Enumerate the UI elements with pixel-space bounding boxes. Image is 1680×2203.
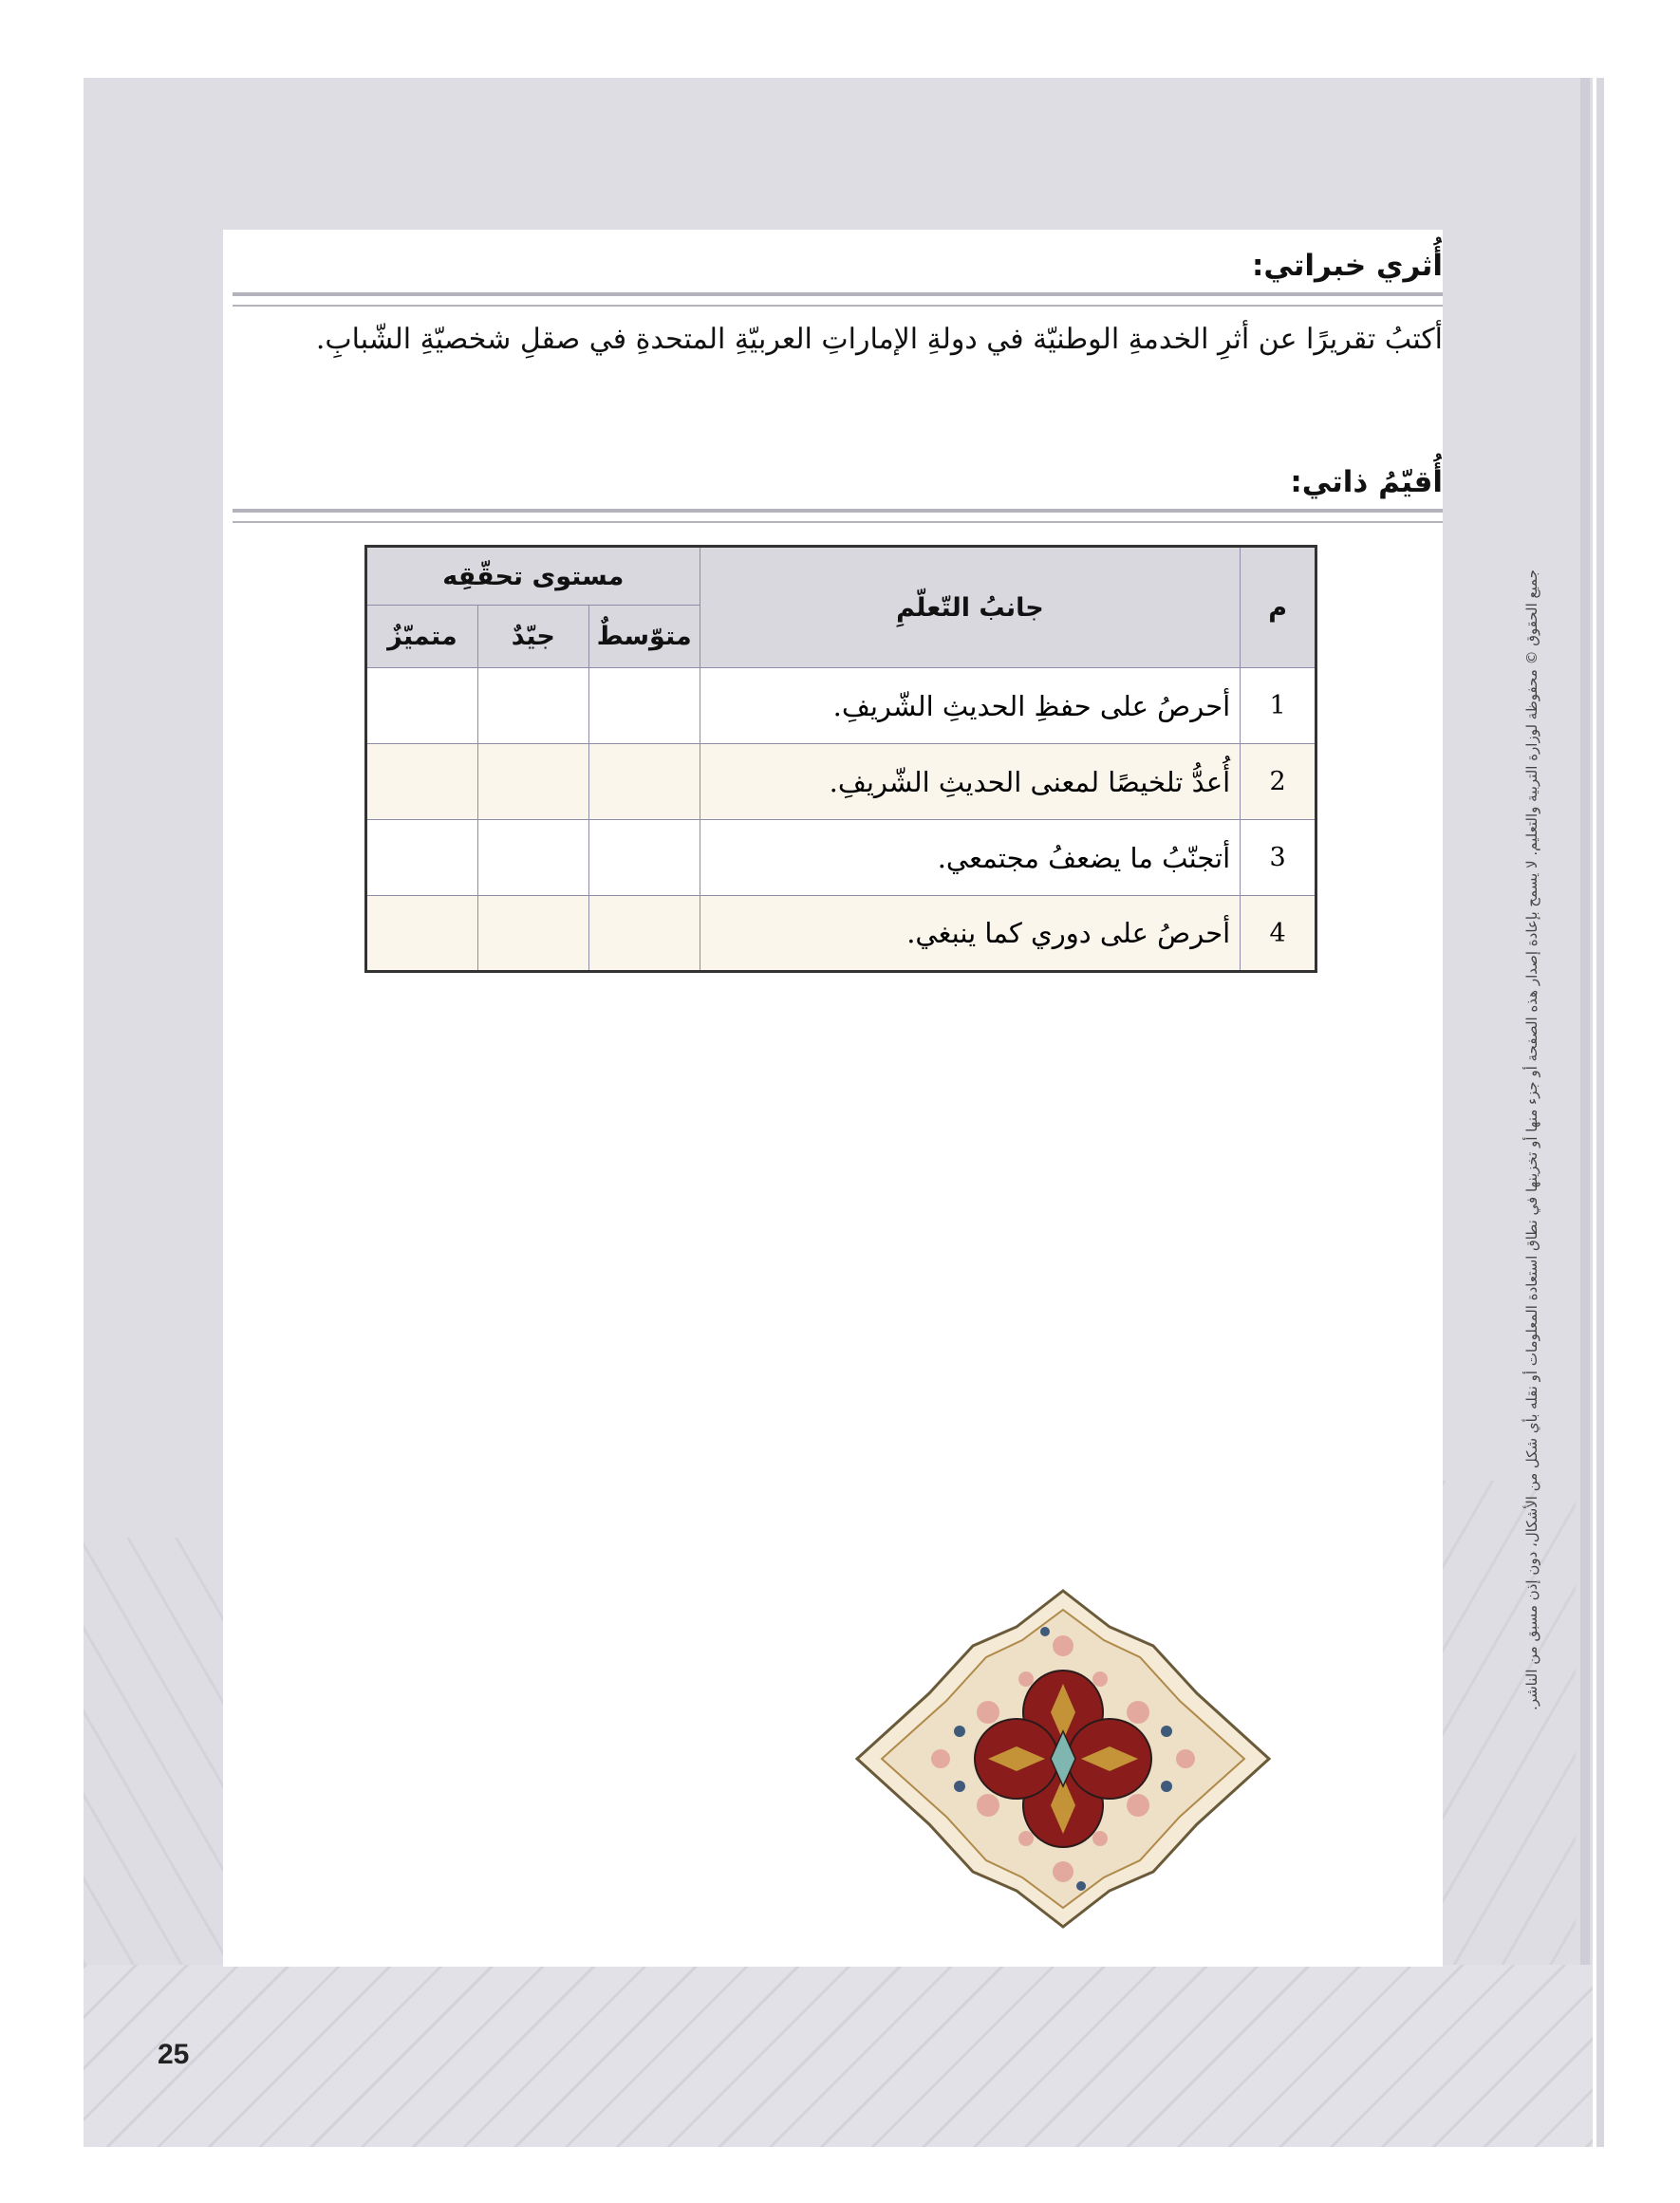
header-level-excellent: متميّزٌ [366, 606, 478, 668]
row-aspect: أُعدُّ تلخيصًا لمعنى الحديثِ الشّريفِ. [700, 744, 1241, 820]
content-panel [223, 230, 1443, 1967]
floral-pattern-right [1443, 1481, 1576, 1965]
level-cell-good[interactable] [477, 820, 588, 896]
level-cell-average[interactable] [588, 896, 700, 972]
level-cell-excellent[interactable] [366, 668, 478, 744]
level-cell-excellent[interactable] [366, 896, 478, 972]
level-cell-good[interactable] [477, 744, 588, 820]
page-number: 25 [158, 2039, 190, 2070]
level-cell-good[interactable] [477, 668, 588, 744]
enrich-heading: أُثري خبراتي: [1251, 249, 1443, 283]
row-aspect: أحرصُ على دوري كما ينبغي. [700, 896, 1241, 972]
level-cell-average[interactable] [588, 744, 700, 820]
arabesque-ornament-icon [855, 1589, 1271, 1929]
table-row [366, 896, 1316, 972]
enrich-rule [233, 292, 1443, 307]
header-level-average: متوّسطٌ [588, 606, 700, 668]
level-cell-average[interactable] [588, 668, 700, 744]
self-assessment-table [364, 545, 1317, 973]
header-level-good: جيّدٌ [477, 606, 588, 668]
right-edge-bar [1580, 78, 1590, 2147]
header-number: م [1241, 547, 1316, 668]
floral-pattern-bottom [84, 1965, 1593, 2147]
table-row [366, 668, 1316, 744]
level-cell-excellent[interactable] [366, 744, 478, 820]
row-aspect: أحرصُ على حفظِ الحديثِ الشّريفِ. [700, 668, 1241, 744]
right-edge-bar-outer [1596, 78, 1604, 2147]
table-row [366, 744, 1316, 820]
header-achievement-level: مستوى تحقّقِه [366, 547, 700, 606]
row-number: 4 [1241, 896, 1316, 972]
level-cell-good[interactable] [477, 896, 588, 972]
level-cell-excellent[interactable] [366, 820, 478, 896]
row-number: 1 [1241, 668, 1316, 744]
self-assessment-rule [233, 509, 1443, 523]
copyright-notice: جميع الحقوق © محفوظة لوزارة التربية والتعليم. لا يسمح بإعادة إصدار هذه الصفحة أو جزء منها أو تخزينها في نطاق استعادة المعلومات أو نقله بأي شكل من الأشكال، دون إذن مسبق من الناشر. [1523, 569, 1540, 1710]
header-learning-aspect: جانبُ التّعلّمِ [700, 547, 1241, 668]
row-number: 2 [1241, 744, 1316, 820]
self-assessment-heading: أُقيّمُ ذاتي: [1290, 465, 1443, 499]
floral-pattern-left [84, 1538, 226, 1965]
table-row [366, 820, 1316, 896]
enrich-instruction: أكتبُ تقريرًا عن أثرِ الخدمةِ الوطنيّة في دولةِ الإماراتِ العربيّةِ المتحدةِ في صقلِ شخصيّةِ الشّبابِ. [315, 323, 1443, 356]
row-aspect: أتجنّبُ ما يضعفُ مجتمعي. [700, 820, 1241, 896]
level-cell-average[interactable] [588, 820, 700, 896]
row-number: 3 [1241, 820, 1316, 896]
